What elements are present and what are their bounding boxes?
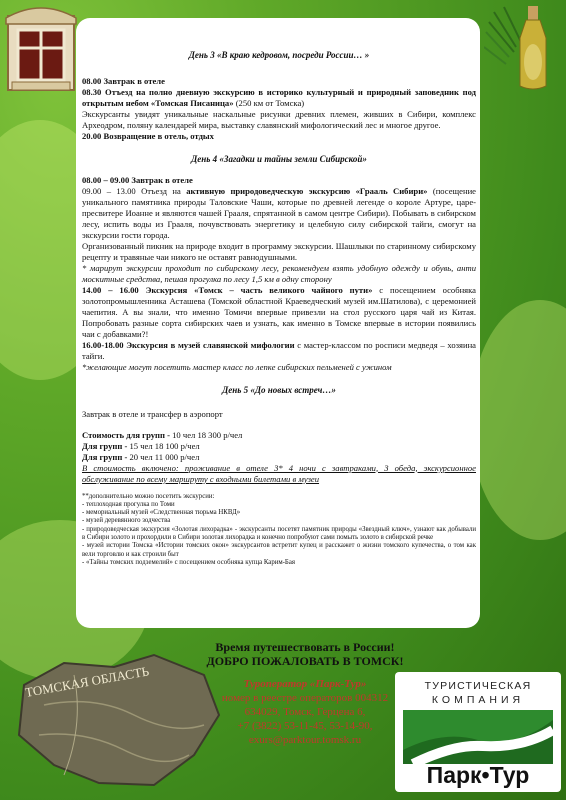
day3-excursion-title: Отъезд на полно дневную экскурсию в историко культурный и природный заповедник под открытым небом «Томская Писаница» <box>82 86 476 108</box>
extras-heading: **дополнительно можно посетить экскурсии: <box>82 492 215 500</box>
price-value: 20 чел 11 000 р/чел <box>129 451 200 462</box>
operator-contacts <box>220 677 390 747</box>
logo-company-name: Парк•Тур <box>426 762 530 788</box>
slogan-line-2: ДОБРО ПОЖАЛОВАТЬ В ТОМСК! <box>206 654 404 669</box>
list-item: - музей истории Томска «Истории томских окон» экскурсантов встретит купец и расскажет о жизни томского купечества, о том как вели торговлю и как строили быт <box>82 542 476 558</box>
footer-slogan <box>180 640 430 669</box>
day4-excursion-time: 09.00 – 13.00 Отъезд на <box>82 186 181 197</box>
list-item: - музей деревянного зодчества <box>82 517 171 525</box>
day3-return: 20.00 Возвращение в отель, отдых <box>82 130 214 141</box>
day4-tea-title: 14.00 – 16.00 Экскурсия «Томск – часть великого чайного пути» <box>82 285 373 296</box>
operator-address: 634029, Томск, Герцена 6, <box>244 706 366 719</box>
operator-phone: +7 (3822) 53-11-45, 53-14-90, <box>237 720 373 733</box>
day3-excursion-distance: (250 км от Томска) <box>235 97 305 108</box>
operator-email[interactable]: exurs@parktour.tomsk.ru <box>248 734 362 747</box>
price-value: 15 чел 18 100 р/чел <box>129 440 200 451</box>
company-logo <box>395 672 561 792</box>
price-included: В стоимость включено: проживание в отеле 3* 4 ночи с завтраками, 3 обеда, экскурсионное обслуживание по всему маршруту с входными билетами в музеи <box>82 462 476 484</box>
day4-excursion-title: активную природоведческую экскурсию «Грааль Сибири» <box>186 186 428 197</box>
day4-excursion <box>82 186 476 241</box>
list-item: - мемориальный музей «Следственная тюрьма НКВД» <box>82 509 241 517</box>
day3-title: День 3 «В краю кедровом, посреди России… » <box>188 50 370 60</box>
day3-excursion-time: 08.30 <box>82 86 102 97</box>
day4-picnic: Организованный пикник на природе входит в программу экскурсии. Шашлыки по старинному сибирскому рецепту и травяные чаи никого не оставят равнодушными. <box>82 241 476 263</box>
day4-route-note: * марирут экскурсии проходит по сибирскому лесу, рекомендуем взять удобную одежду и обувь, анти москитные средства, пешая прогулка по лесу 1,5 км в одну сторону <box>82 263 476 285</box>
operator-name: Туроператор «Парк-Тур» <box>243 678 367 690</box>
day4-title: День 4 «Загадки и тайны земли Сибирской» <box>191 153 367 164</box>
program-content <box>82 48 476 567</box>
carved-window-decoration <box>2 2 80 94</box>
day3-breakfast: 08.00 Завтрак в отеле <box>82 75 165 86</box>
day4-museum-description: с мастер-классом по росписи медведя – хозяина тайги. <box>82 340 477 362</box>
logo-road-icon <box>403 710 553 764</box>
list-item: - теплоходная прогулка по Томи <box>82 500 175 508</box>
operator-registry: номер в реестре операторов 004312 <box>221 692 389 705</box>
day3-excursion <box>82 87 476 109</box>
day4-optional-note: *желающие могут посетить мастер класс по лепке сибирских пельменей с ужином <box>82 362 392 373</box>
price-label: Для групп - <box>82 451 128 462</box>
map-label: ТОМСКАЯ ОБЛАСТЬ <box>23 663 151 700</box>
price-row <box>82 452 476 463</box>
day5-transfer: Завтрак в отеле и трансфер в аэропорт <box>82 408 223 419</box>
price-value: 10 чел 18 300 р/чел <box>172 429 243 440</box>
day4-museum-title: 16.00-18.00 Экскурсия в музей славянской мифологии <box>82 340 295 351</box>
day3-description: Экскурсанты увидят уникальные наскальные рисунки древних племен, живших в Сибири, комплекс Археодром, поляну календарей мира, выставку славянский мифологический лес и многое другое. <box>82 108 476 130</box>
price-row <box>82 441 476 452</box>
logo-line-1: ТУРИСТИЧЕСКАЯ <box>424 680 532 692</box>
day4-breakfast: 08.00 – 09.00 Завтрак в отеле <box>82 175 193 186</box>
day4-excursion-description: (посещение уникального памятника природы Таловские Чаши, которые по древней легенде о короле Артуре, царе-пресвитере Иоанне и являются чашей Грааля, спрятанной в самом центре Сибири). Побывать в сибирском лесу, испить воды из Грааля, почувствовать энергетику и целебную силу сибирской тайги, смогут на экскурсии гости города. <box>82 186 476 241</box>
list-item: - «Тайны томских подземелий» с посещением особняка купца Карим-Бая <box>82 558 295 566</box>
day4-tea-excursion <box>82 285 476 340</box>
list-item: - природоведческая экскурсия «Золотая лихорадка» - экскурсанты посетят памятник природы «Звездный ключ», узнают как добывали в Сибири золото и прохордили в Сибири золотая лихорадка и конечно попробуют сами помыть золото в сибирской речке <box>82 525 476 541</box>
day4-mythology-museum <box>82 340 476 362</box>
price-row <box>82 430 476 441</box>
cedar-oil-bottle-decoration <box>484 2 564 92</box>
slogan-line-1: Время путешествовать в России! <box>215 640 395 654</box>
price-label: Для групп - <box>82 440 128 451</box>
logo-line-2: КОМПАНИЯ <box>431 694 525 706</box>
day5-title: День 5 «До новых встреч…» <box>222 385 336 396</box>
extras-list <box>82 493 476 568</box>
price-label: Стоимость для групп - <box>82 429 170 440</box>
day4-tea-description: с посещением особняка золотопромышленника Асташева (Томской областной Краеведческий музей им.Шатилова), с церемонией чаепития. А вы знали, что именно Томичи впервые привезли на стол русского царя чай из Китая. Попробовать разные сорта сибирских чаев и узнать, как именно в Томске впервые в истории появились чаи с добавками?! <box>82 285 476 340</box>
